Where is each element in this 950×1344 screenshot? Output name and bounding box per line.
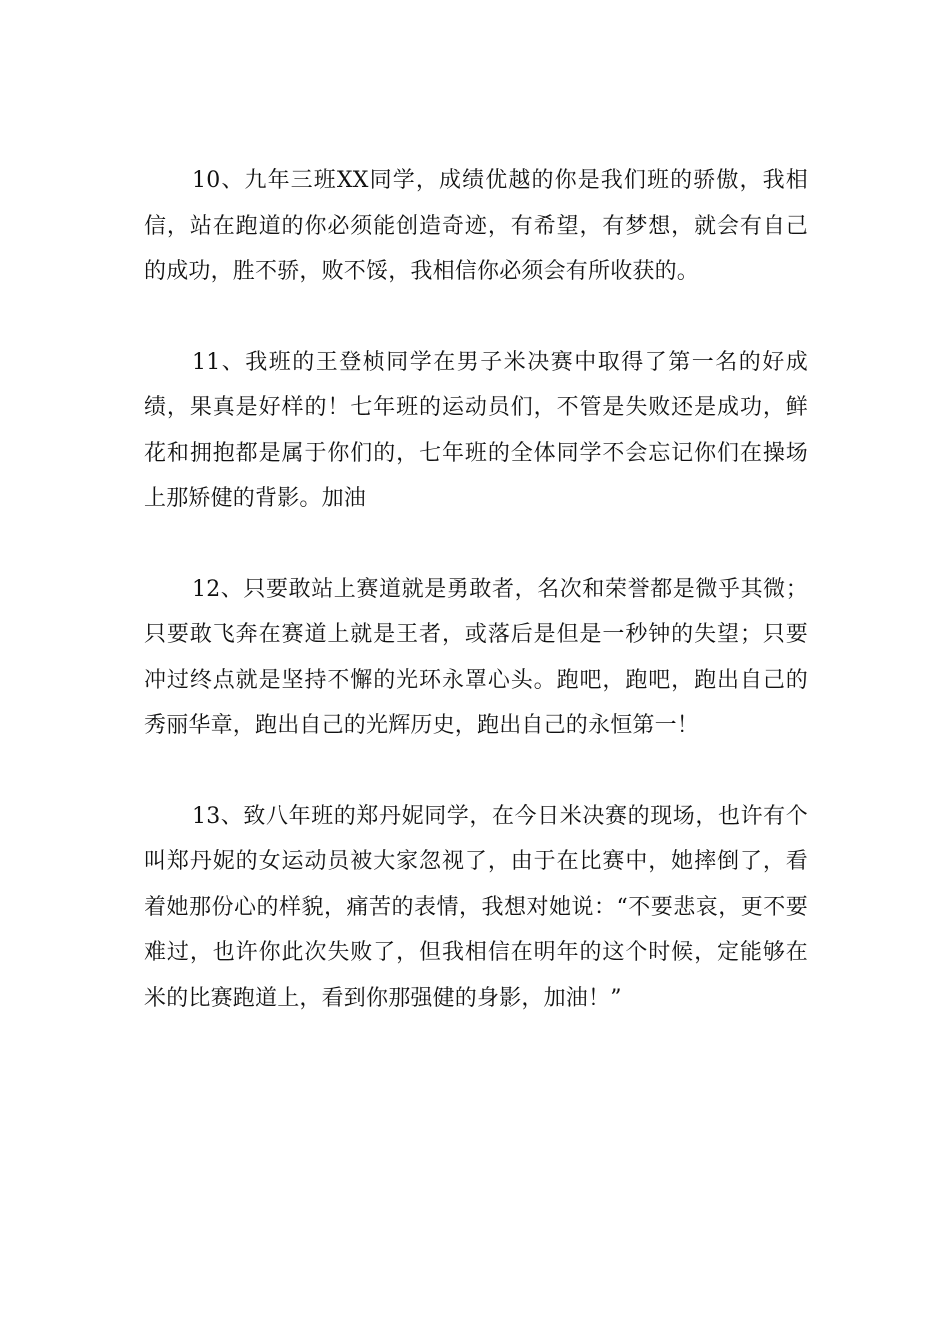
- paragraph-11: 11、我班的王登桢同学在男子米决赛中取得了第一名的好成绩，果真是好样的！七年班的运动员们，不管是失败还是成功，鲜花和拥抱都是属于你们的，七年班的全体同学不会忘记你们在操场上那矫健的背影。加油: [144, 349, 808, 511]
- paragraph-13: 13、致八年班的郑丹妮同学，在今日米决赛的现场，也许有个叫郑丹妮的女运动员被大家忽视了，由于在比赛中，她摔倒了，看着她那份心的样貌，痛苦的表情，我想对她说：“不要悲哀，更不要难过，也许你此次失败了，但我相信在明年的这个时候，定能够在米的比赛跑道上，看到你那强健的身影，加油！”: [144, 803, 808, 1011]
- paragraph-12: 12、只要敢站上赛道就是勇敢者，名次和荣誉都是微乎其微；只要敢飞奔在赛道上就是王者，或落后是但是一秒钟的失望；只要冲过终点就是坚持不懈的光环永罩心头。跑吧，跑吧，跑出自己的秀丽华章，跑出自己的光辉历史，跑出自己的永恒第一！: [144, 576, 808, 738]
- document-body: [144, 158, 808, 1021]
- paragraph-10: 10、九年三班XX同学，成绩优越的你是我们班的骄傲，我相信，站在跑道的你必须能创造奇迹，有希望，有梦想，就会有自己的成功，胜不骄，败不馁，我相信你必须会有所收获的。: [144, 168, 808, 284]
